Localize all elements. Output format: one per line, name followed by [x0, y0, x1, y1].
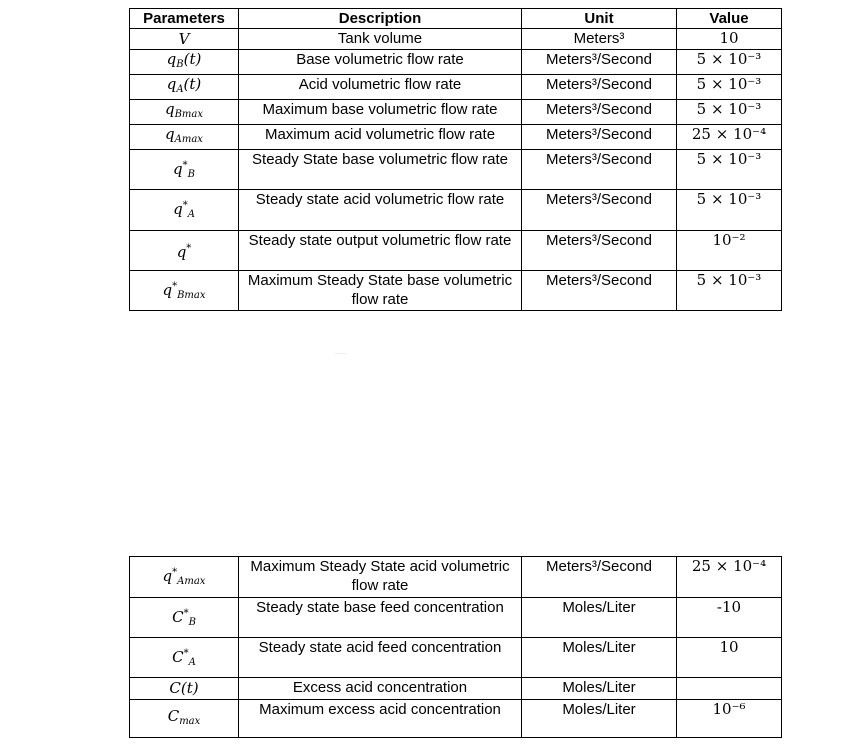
- symbol-superscript: *: [186, 243, 192, 254]
- symbol-letter: q: [162, 567, 173, 585]
- value-cell: 10⁻⁶: [677, 700, 782, 738]
- parameter-cell: [130, 231, 239, 271]
- parameter-symbol-render: [173, 160, 195, 178]
- parameter-symbol-render: [179, 30, 190, 48]
- unit-cell: Meters³: [522, 29, 677, 50]
- unit-cell: Meters³/Second: [522, 190, 677, 231]
- table-row: [130, 150, 782, 190]
- symbol-letter: q: [166, 75, 177, 93]
- symbol-letter: q: [165, 125, 175, 143]
- parameter-cell: [130, 150, 239, 190]
- parameter-cell: [130, 29, 239, 50]
- table-row: [130, 678, 782, 700]
- value-cell: 10: [677, 638, 782, 678]
- description-cell: Maximum base volumetric flow rate: [239, 100, 522, 125]
- symbol-argument: (t): [180, 679, 199, 697]
- parameter-symbol-render: [163, 567, 206, 585]
- table-row: [130, 100, 782, 125]
- description-cell: Base volumetric flow rate: [239, 50, 522, 75]
- symbol-superscript: *: [182, 200, 188, 211]
- description-cell: Steady state acid feed concentration: [239, 638, 522, 678]
- parameter-cell: [130, 678, 239, 700]
- symbol-subscript: B: [176, 59, 184, 70]
- parameter-symbol-render: [167, 50, 202, 68]
- value-cell: [677, 678, 782, 700]
- unit-cell: Meters³/Second: [522, 150, 677, 190]
- parameters-table-continued: [129, 556, 782, 738]
- description-cell: Steady state output volumetric flow rate: [239, 231, 522, 271]
- unit-cell: Moles/Liter: [522, 678, 677, 700]
- unit-cell: Meters³/Second: [522, 557, 677, 598]
- symbol-letter: q: [176, 243, 187, 261]
- symbol-subscript: B: [187, 168, 195, 180]
- value-cell: 5 × 10⁻³: [677, 100, 782, 125]
- parameters-table: [129, 8, 782, 311]
- table-row: [130, 190, 782, 231]
- value-cell: 25 × 10⁻⁴: [677, 125, 782, 150]
- table-row: [130, 557, 782, 598]
- symbol-subscript: Bmax: [177, 289, 206, 301]
- table-row: [130, 271, 782, 311]
- description-cell: Steady state acid volumetric flow rate: [239, 190, 522, 231]
- header-value: Value: [677, 9, 782, 29]
- parameter-symbol-render: [177, 243, 192, 261]
- symbol-letter: q: [173, 200, 183, 218]
- separator-mark: [335, 353, 347, 354]
- symbol-superscript: *: [183, 647, 189, 659]
- description-cell: Maximum Steady State base volumetric flow rate: [239, 271, 522, 311]
- unit-cell: Meters³/Second: [522, 271, 677, 311]
- value-cell: 25 × 10⁻⁴: [677, 557, 782, 598]
- value-cell: 5 × 10⁻³: [677, 150, 782, 190]
- table-row: [130, 125, 782, 150]
- header-row: [130, 9, 782, 29]
- description-cell: Acid volumetric flow rate: [239, 75, 522, 100]
- description-cell: Steady state base feed concentration: [239, 598, 522, 638]
- parameter-symbol-render: [168, 707, 201, 725]
- unit-cell: Meters³/Second: [522, 50, 677, 75]
- symbol-letter: C: [172, 607, 184, 626]
- symbol-superscript: *: [172, 567, 178, 578]
- description-cell: Maximum excess acid concentration: [239, 700, 522, 738]
- symbol-subscript: B: [188, 616, 196, 628]
- parameter-cell: [130, 50, 239, 75]
- symbol-subscript: max: [179, 715, 201, 727]
- table-row: [130, 231, 782, 271]
- unit-cell: Moles/Liter: [522, 638, 677, 678]
- parameter-symbol-render: [172, 608, 196, 626]
- value-cell: 5 × 10⁻³: [677, 75, 782, 100]
- value-cell: 5 × 10⁻³: [677, 190, 782, 231]
- symbol-letter: V: [178, 29, 190, 48]
- description-cell: Excess acid concentration: [239, 678, 522, 700]
- value-cell: 10⁻²: [677, 231, 782, 271]
- symbol-subscript: A: [187, 209, 195, 220]
- symbol-argument: (t): [183, 50, 202, 68]
- header-parameters: Parameters: [130, 9, 239, 29]
- description-cell: Maximum acid volumetric flow rate: [239, 125, 522, 150]
- description-cell: Tank volume: [239, 29, 522, 50]
- symbol-letter: q: [162, 280, 173, 299]
- parameter-symbol-render: [165, 125, 203, 143]
- header-description: Description: [239, 9, 522, 29]
- symbol-argument: (t): [183, 75, 202, 93]
- unit-cell: Moles/Liter: [522, 598, 677, 638]
- parameter-symbol-render: [173, 200, 195, 218]
- parameter-cell: [130, 638, 239, 678]
- parameter-cell: [130, 557, 239, 598]
- symbol-letter: q: [173, 159, 183, 178]
- symbol-letter: C: [169, 679, 181, 697]
- table-row: [130, 638, 782, 678]
- symbol-superscript: *: [182, 159, 188, 171]
- symbol-superscript: *: [172, 280, 178, 292]
- symbol-letter: q: [164, 100, 175, 118]
- parameter-cell: [130, 125, 239, 150]
- symbol-subscript: A: [176, 84, 184, 95]
- unit-cell: Moles/Liter: [522, 700, 677, 738]
- parameter-symbol-render: [162, 281, 205, 299]
- table-row: [130, 700, 782, 738]
- table-row: [130, 29, 782, 50]
- parameter-symbol-render: [165, 100, 203, 118]
- symbol-subscript: Amax: [177, 576, 206, 587]
- parameter-cell: [130, 190, 239, 231]
- parameter-symbol-render: [167, 75, 202, 93]
- parameter-cell: [130, 598, 239, 638]
- value-cell: 5 × 10⁻³: [677, 50, 782, 75]
- value-cell: -10: [677, 598, 782, 638]
- symbol-subscript: A: [188, 656, 196, 668]
- unit-cell: Meters³/Second: [522, 231, 677, 271]
- table-row: [130, 75, 782, 100]
- value-cell: 5 × 10⁻³: [677, 271, 782, 311]
- unit-cell: Meters³/Second: [522, 75, 677, 100]
- parameter-cell: [130, 700, 239, 738]
- parameter-cell: [130, 100, 239, 125]
- symbol-letter: C: [172, 647, 184, 666]
- parameter-symbol-render: [169, 679, 198, 697]
- parameter-symbol-render: [172, 648, 196, 666]
- symbol-letter: C: [167, 706, 180, 725]
- unit-cell: Meters³/Second: [522, 100, 677, 125]
- table-row: [130, 598, 782, 638]
- parameter-cell: [130, 75, 239, 100]
- unit-cell: Meters³/Second: [522, 125, 677, 150]
- value-cell: 10: [677, 29, 782, 50]
- symbol-superscript: *: [183, 607, 189, 619]
- description-cell: Maximum Steady State acid volumetric flow rate: [239, 557, 522, 598]
- table-row: [130, 50, 782, 75]
- symbol-letter: q: [166, 50, 177, 68]
- description-cell: Steady State base volumetric flow rate: [239, 150, 522, 190]
- parameter-cell: [130, 271, 239, 311]
- header-unit: Unit: [522, 9, 677, 29]
- symbol-subscript: Amax: [174, 134, 203, 145]
- symbol-subscript: Bmax: [174, 109, 204, 120]
